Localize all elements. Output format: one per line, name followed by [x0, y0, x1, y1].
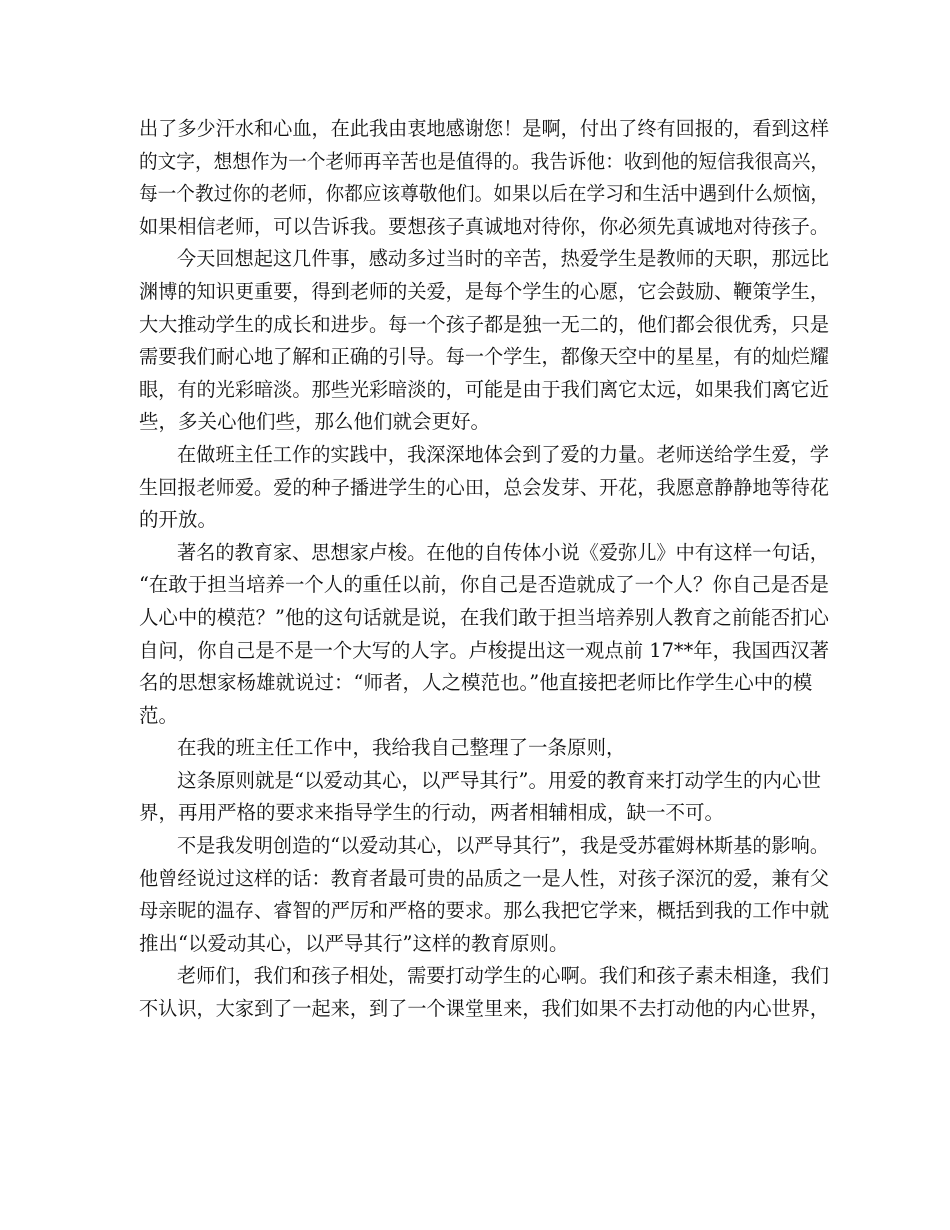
- text-line: 需要我们耐心地了解和正确的引导。每一个学生，都像天空中的星星，有的灿烂耀: [139, 345, 829, 369]
- text-line: 渊博的知识更重要，得到老师的关爱，是每个学生的心愿，它会鼓励、鞭策学生，: [139, 279, 829, 303]
- text-line: 每一个教过你的老师，你都应该尊敬他们。如果以后在学习和生活中遇到什么烦恼，: [139, 182, 829, 206]
- text-line: 今天回想起这几件事，感动多过当时的辛苦，热爱学生是教师的天职，那远比: [177, 247, 829, 271]
- document-page: [139, 113, 829, 1026]
- text-line: 范。: [139, 703, 179, 727]
- text-line: 推出“以爱动其心，以严导其行”这样的教育原则。: [139, 931, 569, 955]
- text-line: 母亲昵的温存、睿智的严厉和严格的要求。那么我把它学来，概括到我的工作中就: [139, 899, 829, 923]
- text-line: 著名的教育家、思想家卢梭。在他的自传体小说《爱弥儿》中有这样一句话，: [177, 540, 829, 564]
- text-line: 些，多关心他们些，那么他们就会更好。: [139, 410, 491, 434]
- text-line: 生回报老师爱。爱的种子播进学生的心田，总会发芽、开花，我愿意静静地等待花: [139, 475, 829, 499]
- text-line: 名的思想家杨雄就说过：“师者，人之模范也。”他直接把老师比作学生心中的模: [139, 671, 813, 695]
- text-line: 自问，你自己是不是一个大写的人字。卢梭提出这一观点前 17**年，我国西汉著: [139, 638, 829, 662]
- text-line: “在敢于担当培养一个人的重任以前，你自己是否造就成了一个人？你自己是否是: [139, 573, 829, 597]
- text-line: 在做班主任工作的实践中，我深深地体会到了爱的力量。老师送给学生爱，学: [177, 442, 829, 466]
- text-line: 在我的班主任工作中，我给我自己整理了一条原则，: [177, 736, 626, 760]
- text-line: 不认识，大家到了一起来，到了一个课堂里来，我们如果不去打动他的内心世界，: [139, 997, 829, 1021]
- text-line: 老师们，我们和孩子相处，需要打动学生的心啊。我们和孩子素未相逢，我们: [177, 964, 829, 988]
- text-line: 的文字，想想作为一个老师再辛苦也是值得的。我告诉他：收到他的短信我很高兴，: [139, 149, 829, 173]
- text-line: 不是我发明创造的“以爱动其心，以严导其行”，我是受苏霍姆林斯基的影响。: [177, 834, 829, 858]
- text-line: 出了多少汗水和心血，在此我由衷地感谢您！是啊，付出了终有回报的，看到这样: [139, 117, 829, 140]
- text-line: 如果相信老师，可以告诉我。要想孩子真诚地对待你，你必须先真诚地对待孩子。: [139, 214, 829, 238]
- text-line: 这条原则就是“以爱动其心，以严导其行”。用爱的教育来打动学生的内心世: [177, 768, 821, 792]
- text-line: 他曾经说过这样的话：教育者最可贵的品质之一是人性，对孩子深沉的爱，兼有父: [139, 866, 829, 890]
- text-line: 大大推动学生的成长和进步。每一个孩子都是独一无二的，他们都会很优秀，只是: [139, 312, 829, 336]
- text-line: 眼，有的光彩暗淡。那些光彩暗淡的，可能是由于我们离它太远，如果我们离它近: [139, 377, 829, 401]
- text-line: 人心中的模范？”他的这句话就是说，在我们敢于担当培养别人教育之前能否扪心: [139, 605, 829, 629]
- text-line: 界，再用严格的要求来指导学生的行动，两者相辅相成，缺一不可。: [139, 801, 725, 825]
- text-line: 的开放。: [139, 508, 218, 532]
